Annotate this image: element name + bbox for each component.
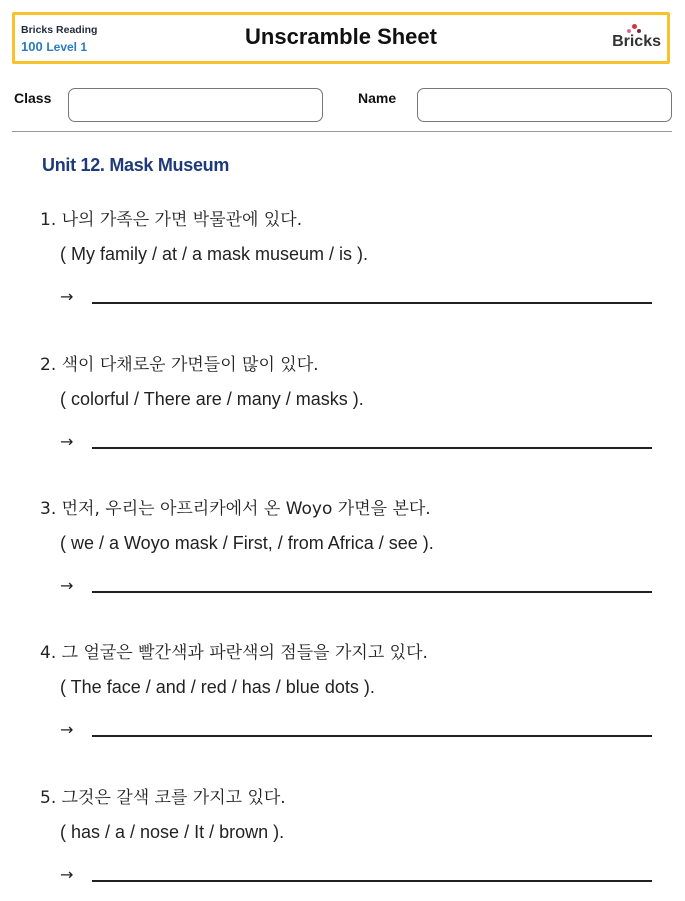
brand-level-text: Level 1 (46, 40, 88, 54)
question-english: ( has / a / nose / It / brown ). (60, 822, 285, 842)
arrow-icon: → (60, 576, 74, 595)
answer-line[interactable] (92, 302, 652, 304)
answer-line[interactable] (92, 447, 652, 449)
name-field[interactable] (417, 88, 672, 122)
question-english: ( we / a Woyo mask / First, / from Africa / see ). (60, 533, 434, 553)
brand-level-number: 100 (21, 39, 43, 54)
answer-line[interactable] (92, 880, 652, 882)
question-korean: 1. 나의 가족은 가면 박물관에 있다. (40, 210, 303, 230)
question-korean: 5. 그것은 갈색 코를 가지고 있다. (40, 788, 286, 808)
class-label: Class (14, 90, 52, 106)
arrow-icon: → (60, 720, 74, 739)
arrow-icon: → (60, 865, 74, 884)
bricks-logo (612, 33, 661, 51)
answer-line[interactable] (92, 591, 652, 593)
logo-text: Bricks (612, 33, 661, 50)
unit-title: Unit 12. Mask Museum (42, 155, 230, 175)
name-label: Name (358, 90, 397, 106)
question-korean: 4. 그 얼굴은 빨간색과 파란색의 점들을 가지고 있다. (40, 643, 428, 663)
question-english: ( My family / at / a mask museum / is ). (60, 244, 369, 264)
brand-name: Bricks Reading (21, 24, 98, 36)
arrow-icon: → (60, 432, 74, 451)
header-divider (12, 131, 672, 132)
arrow-icon: → (60, 287, 74, 306)
sheet-header (12, 12, 670, 64)
sheet-title: Unscramble Sheet (245, 24, 437, 49)
question-korean: 3. 먼저, 우리는 아프리카에서 온 Woyo 가면을 본다. (40, 499, 431, 519)
class-field[interactable] (68, 88, 323, 122)
answer-line[interactable] (92, 735, 652, 737)
question-english: ( The face / and / red / has / blue dots ). (60, 677, 375, 697)
question-english: ( colorful / There are / many / masks ). (60, 389, 364, 409)
question-korean: 2. 색이 다채로운 가면들이 많이 있다. (40, 355, 319, 375)
